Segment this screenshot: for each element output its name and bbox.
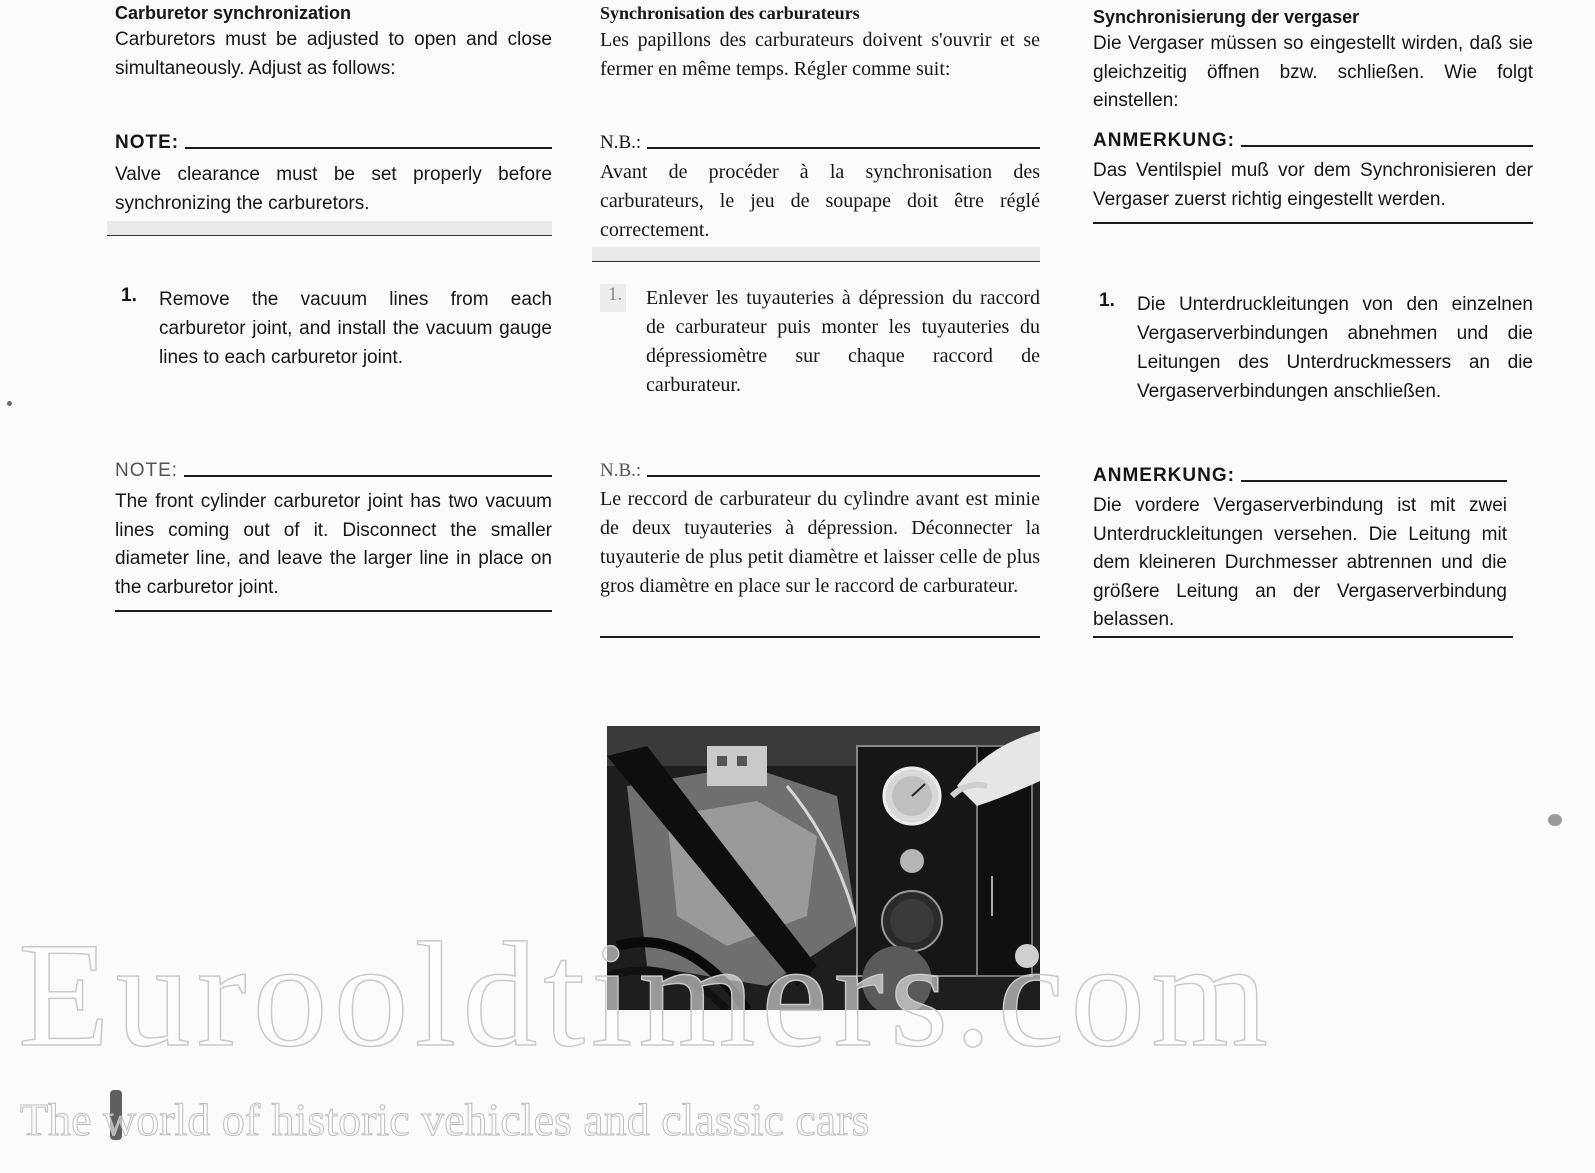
intro-text: Les papillons des carburateurs doivent s'ouvrir et se fermer en même temps. Régler comme suit: [600,29,1040,80]
note-label: N.B.: [600,132,642,153]
section-title: Synchronisierung der vergaser [1093,7,1360,27]
step-item [600,284,1040,400]
step-text: Enlever les tuyauteries à dépression du raccord de carburateur puis monter les tuyauteries du dépressiomètre sur chaque raccord de carburateur. [646,287,1040,396]
note-end-rule [1093,636,1513,638]
step-text: Remove the vacuum lines from each carburetor joint, and install the vacuum gauge lines to each carburetor joint. [159,289,552,368]
intro-text: Die Vergaser müssen so eingestellt wirden, daß sie gleichzeitig öffnen bzw. schließen. Wie folgt einstellen: [1093,33,1533,111]
note-end-rule [107,221,552,236]
note-text: The front cylinder carburetor joint has two vacuum lines coming out of it. Disconnect the smaller diameter line, and leave the larger line in place on the carburetor joint. [115,491,552,598]
note-end-rule [1093,222,1533,224]
note-end-rule [115,610,552,612]
step-item [115,285,552,372]
note-heading [600,132,1040,154]
note-heading [600,460,1040,482]
note-text: Die vordere Vergaserverbindung ist mit zwei Unterdruckleitungen versehen. Die Leitung mit dem kleineren Durchmesser abtrennen und die größere Leitung an der Vergaserverbindung belassen. [1093,495,1507,630]
note-rule [185,147,552,149]
watermark-title: Eurooldtimers.com [18,912,1274,1078]
note-label: ANMERKUNG: [1093,465,1235,486]
section-title: Carburetor synchronization [115,3,352,23]
note-rule [184,475,552,477]
section-title: Synchronisation des carburateurs [600,3,860,23]
note-text: Avant de procéder à la synchronisation des carburateurs, le jeu de soupape doit être réglé correctement. [600,161,1040,241]
note-text: Le reccord de carburateur du cylindre avant est minie de deux tuyauteries à dépression. Déconnecter la tuyauterie de plus petit diamètre et laisser celle de plus gros diamètre en place sur le raccord de carburateur. [600,488,1040,597]
step-number: 1. [121,285,137,306]
note-text: Valve clearance must be set properly before synchronizing the carburetors. [115,164,552,214]
note-rule [1241,480,1507,482]
note-label: N.B.: [600,460,642,481]
note-heading [1093,465,1507,487]
print-speck [1548,814,1562,826]
step-number: 1. [600,284,626,312]
intro-text: Carburetors must be adjusted to open and close simultaneously. Adjust as follows: [115,29,552,79]
note-end-rule [592,247,1040,262]
watermark-tagline: The world of historic vehicles and classic cars [20,1094,870,1145]
note-text: Das Ventilspiel muß vor dem Synchronisieren der Vergaser zuerst richtig eingestellt werden. [1093,160,1533,210]
print-speck [7,401,12,406]
note-label: ANMERKUNG: [1093,130,1235,151]
note-label: NOTE: [115,460,179,481]
note-rule [647,475,1040,477]
note-heading [115,460,552,482]
note-rule [1241,145,1533,147]
note-label: NOTE: [115,132,180,153]
note-heading [115,132,552,154]
note-rule [647,147,1040,149]
step-number: 1. [1099,290,1115,311]
step-item [1093,290,1533,406]
note-heading [1093,130,1533,152]
step-text: Die Unterdruckleitungen von den einzelnen Vergaserverbindungen abnehmen und die Leitungen des Unterdruckmessers an die Vergaserverbindungen anschließen. [1137,294,1533,402]
note-end-rule [600,636,1040,638]
